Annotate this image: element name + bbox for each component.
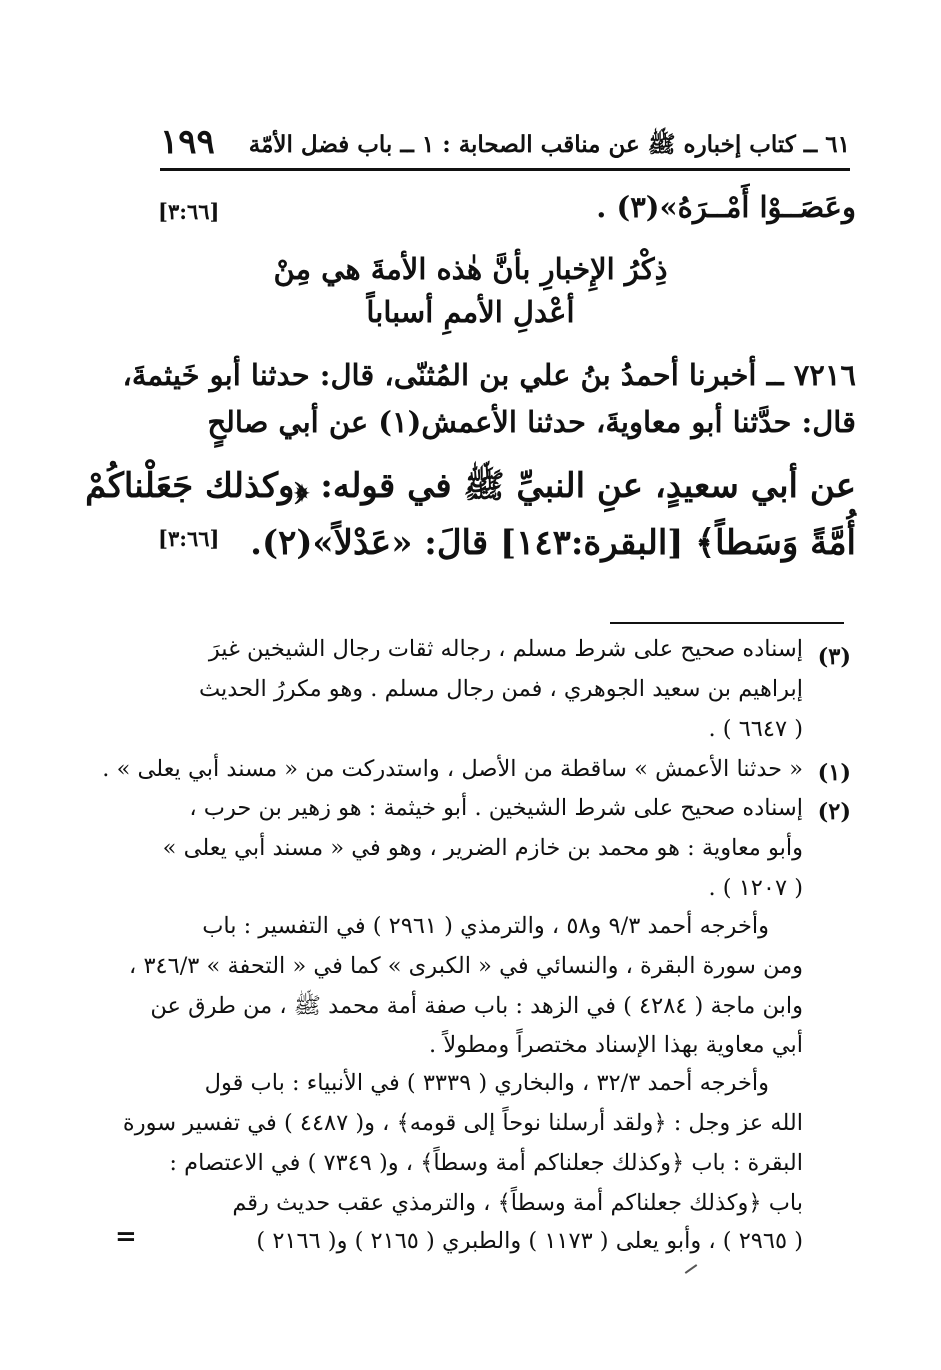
- footnote-paragraph-a-line: وابن ماجة ( ٤٢٨٤ ) في الزهد : باب صفة أمة محمد ﷺ ، من طرق عن: [150, 993, 803, 1019]
- footnote-2-line: وأبو معاوية : هو محمد بن خازم الضرير ، وهو في « مسند أبي يعلى »: [162, 835, 803, 861]
- page-number: ١٩٩: [160, 122, 215, 162]
- section-heading-line-2: أعْدلِ الأممِ أسباباً: [366, 295, 575, 329]
- footnote-paragraph-a-line: ومن سورة البقرة ، والنسائي في « الكبرى » كما في « التحفة » ٣٤٦/٣ ،: [129, 953, 803, 979]
- matn-line-2: أُمَّةً وَسَطاً﴾ [البقرة:١٤٣] قالَ: «عَدْلاً»(٢).: [250, 523, 856, 563]
- footnote-3-line: إسناده صحيح على شرط مسلم ، رجاله ثقات رجال الشيخين غيرَ: [208, 636, 803, 662]
- footnote-2-line: ( ١٢٠٧ ) .: [708, 875, 803, 901]
- footnote-paragraph-a-line: أبي معاوية بهذا الإسناد مختصراً ومطولاً .: [429, 1032, 803, 1058]
- footnote-3-line: ( ٦٦٤٧ ) .: [708, 716, 803, 742]
- footnote-separator: [610, 622, 844, 624]
- footnote-paragraph-b-line: البقرة : باب ﴿وكذلك جعلناكم أمة وسطاً﴾ ، و( ٧٣٤٩ ) في الاعتصام :: [169, 1150, 803, 1176]
- isnad-line: قال: حدَّثنا أبو معاويةَ، حدثنا الأعمش(١) عن أبي صالحٍ: [207, 405, 856, 439]
- footnote-1-marker: (١): [817, 760, 851, 786]
- page-header: [160, 118, 850, 168]
- reference-1: [٣:٦٦]: [158, 199, 220, 224]
- hadith-number-line: ٧٢١٦ ــ أخبرنا أحمدُ بنُ علي بن المُثنّى، قال: حدثنا أبو خَيثمةَ،: [122, 358, 856, 392]
- stray-pen-mark: [685, 1264, 698, 1274]
- footnote-1-line: « حدثنا الأعمش » ساقطة من الأصل ، واستدركت من « مسند أبي يعلى » .: [102, 756, 803, 782]
- footnote-paragraph-b-line: باب ﴿وكذلك جعلناكم أمة وسطاً﴾ ، والترمذي عقب حديث رقم: [232, 1190, 803, 1216]
- reference-2: [٣:٦٦]: [158, 526, 220, 551]
- footnote-3-marker: (٣): [817, 644, 851, 670]
- footnote-paragraph-b-line: ( ٢٩٦٥ ) ، وأبو يعلى ( ١١٧٣ ) والطبري ( ٢١٦٥ ) و( ٢١٦٦ ): [256, 1228, 803, 1254]
- footnote-2-marker: (٢): [817, 799, 851, 825]
- footnote-paragraph-b-line: وأخرجه أحمد ٣٢/٣ ، والبخاري ( ٣٣٣٩ ) في الأنبياء : باب قول: [204, 1070, 769, 1096]
- footnote-paragraph-a-line: وأخرجه أحمد ٩/٣ و٥٨ ، والترمذي ( ٢٩٦١ ) في التفسير : باب: [202, 913, 769, 939]
- header-rule: [160, 168, 850, 171]
- verse-end-line: وعَصَــوْا أَمْــرَهُ»(٣) .: [596, 190, 856, 224]
- footnote-2-line: إسناده صحيح على شرط الشيخين . أبو خيثمة : هو زهير بن حرب ،: [189, 795, 803, 821]
- section-heading-line-1: ذِكْرُ الإِخبارِ بأنَّ هٰذه الأمةَ هي مِنْ: [273, 252, 668, 286]
- footnote-paragraph-b-line: الله عز وجل : ﴿ولقد أرسلنا نوحاً إلى قومه﴾ ، و( ٤٤٨٧ ) في تفسير سورة: [122, 1110, 803, 1136]
- running-head: ٦١ ــ كتاب إخباره ﷺ عن مناقب الصحابة : ١ ــ باب فضل الأمّة: [248, 131, 850, 158]
- matn-line-1: عن أبي سعيدٍ، عنِ النبيِّ ﷺ في قوله: ﴿وكذلك جَعَلْناكُمْ: [85, 466, 856, 506]
- footnote-3-line: إبراهيم بن سعيد الجوهري ، فمن رجال مسلم . وهو مكررُ الحديث: [198, 676, 803, 702]
- continuation-mark: =: [115, 1222, 137, 1252]
